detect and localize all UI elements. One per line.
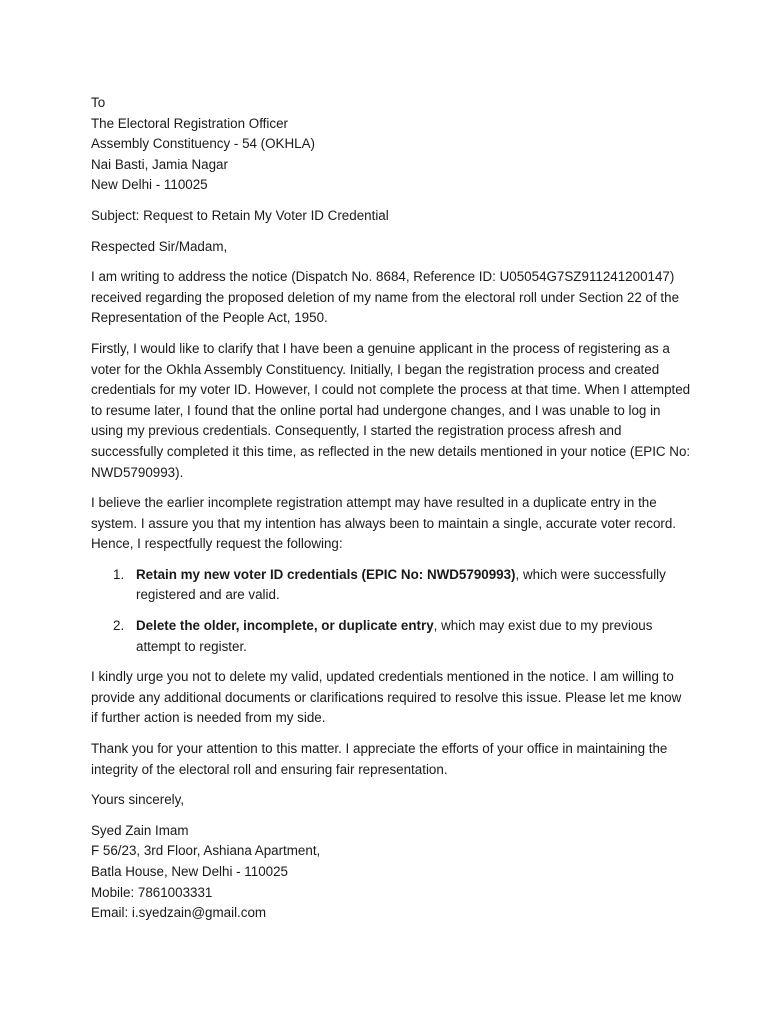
belief-paragraph: I believe the earlier incomplete registration attempt may have resulted in a duplicate entry in the system. I assure you that my intention has always been to maintain a single, accurate voter record. Hence, I respectfully request the following: [91,495,677,552]
urge-paragraph: I kindly urge you not to delete my valid, updated credentials mentioned in the notice. I am willing to provide any additional documents or clarifications required to resolve this issue. Please let me know if further action is needed from my side. [91,669,682,726]
request-item [91,565,691,606]
request-item [91,616,691,657]
letter-page [91,93,691,924]
recipient-line: Nai Basti, Jamia Nagar [91,156,228,172]
intro-paragraph: I am writing to address the notice (Dispatch No. 8684, Reference ID: U05054G7SZ911241200147) received regarding the proposed deletion of my name from the electoral roll under Section 22 of the Representation of the People Act, 1950. [91,269,680,326]
sender-mobile: Mobile: 7861003331 [91,884,213,900]
sender-address-line: Batla House, New Delhi - 110025 [91,864,289,879]
request-rest-text: , which were successfully registered and are valid. [136,566,666,603]
request-list [91,565,691,657]
sender-address-line: F 56/23, 3rd Floor, Ashiana Apartment, [91,843,321,859]
subject-line: Subject: Request to Retain My Voter ID Credential [91,207,389,223]
recipient-line: The Electoral Registration Officer [91,115,288,131]
request-number: 1. [113,566,125,582]
closing-line: Yours sincerely, [91,792,185,808]
to-label: To [91,95,106,110]
request-bold-text: Retain my new voter ID credentials (EPIC No: NWD5790993) [136,566,516,582]
recipient-line: Assembly Constituency - 54 (OKHLA) [91,136,315,152]
recipient-line: New Delhi - 110025 [91,177,208,193]
salutation: Respected Sir/Madam, [91,238,228,254]
signature-block [91,821,691,924]
request-rest-text: , which may exist due to my previous attempt to register. [136,618,653,654]
clarification-paragraph: Firstly, I would like to clarify that I have been a genuine applicant in the process of registering as a voter for the Okhla Assembly Constituency. Initially, I began the registration process and created credentials for my voter ID. However, I could not complete the process at that time. When I attempted to resume later, I found that the online portal had undergone changes, and I was unable to log in using my previous credentials. Consequently, I started the registration process afresh and successfully completed it this time, as reflected in the new details mentioned in your notice (EPIC No: NWD5790993). [91,340,691,480]
sender-name: Syed Zain Imam [91,822,189,838]
recipient-block [91,93,691,196]
request-bold-text: Delete the older, incomplete, or duplicate entry [136,618,434,634]
thanks-paragraph: Thank you for your attention to this matter. I appreciate the efforts of your office in maintaining the integrity of the electoral roll and ensuring fair representation. [91,741,668,777]
request-number: 2. [113,618,125,634]
sender-email: Email: i.syedzain@gmail.com [91,905,267,921]
